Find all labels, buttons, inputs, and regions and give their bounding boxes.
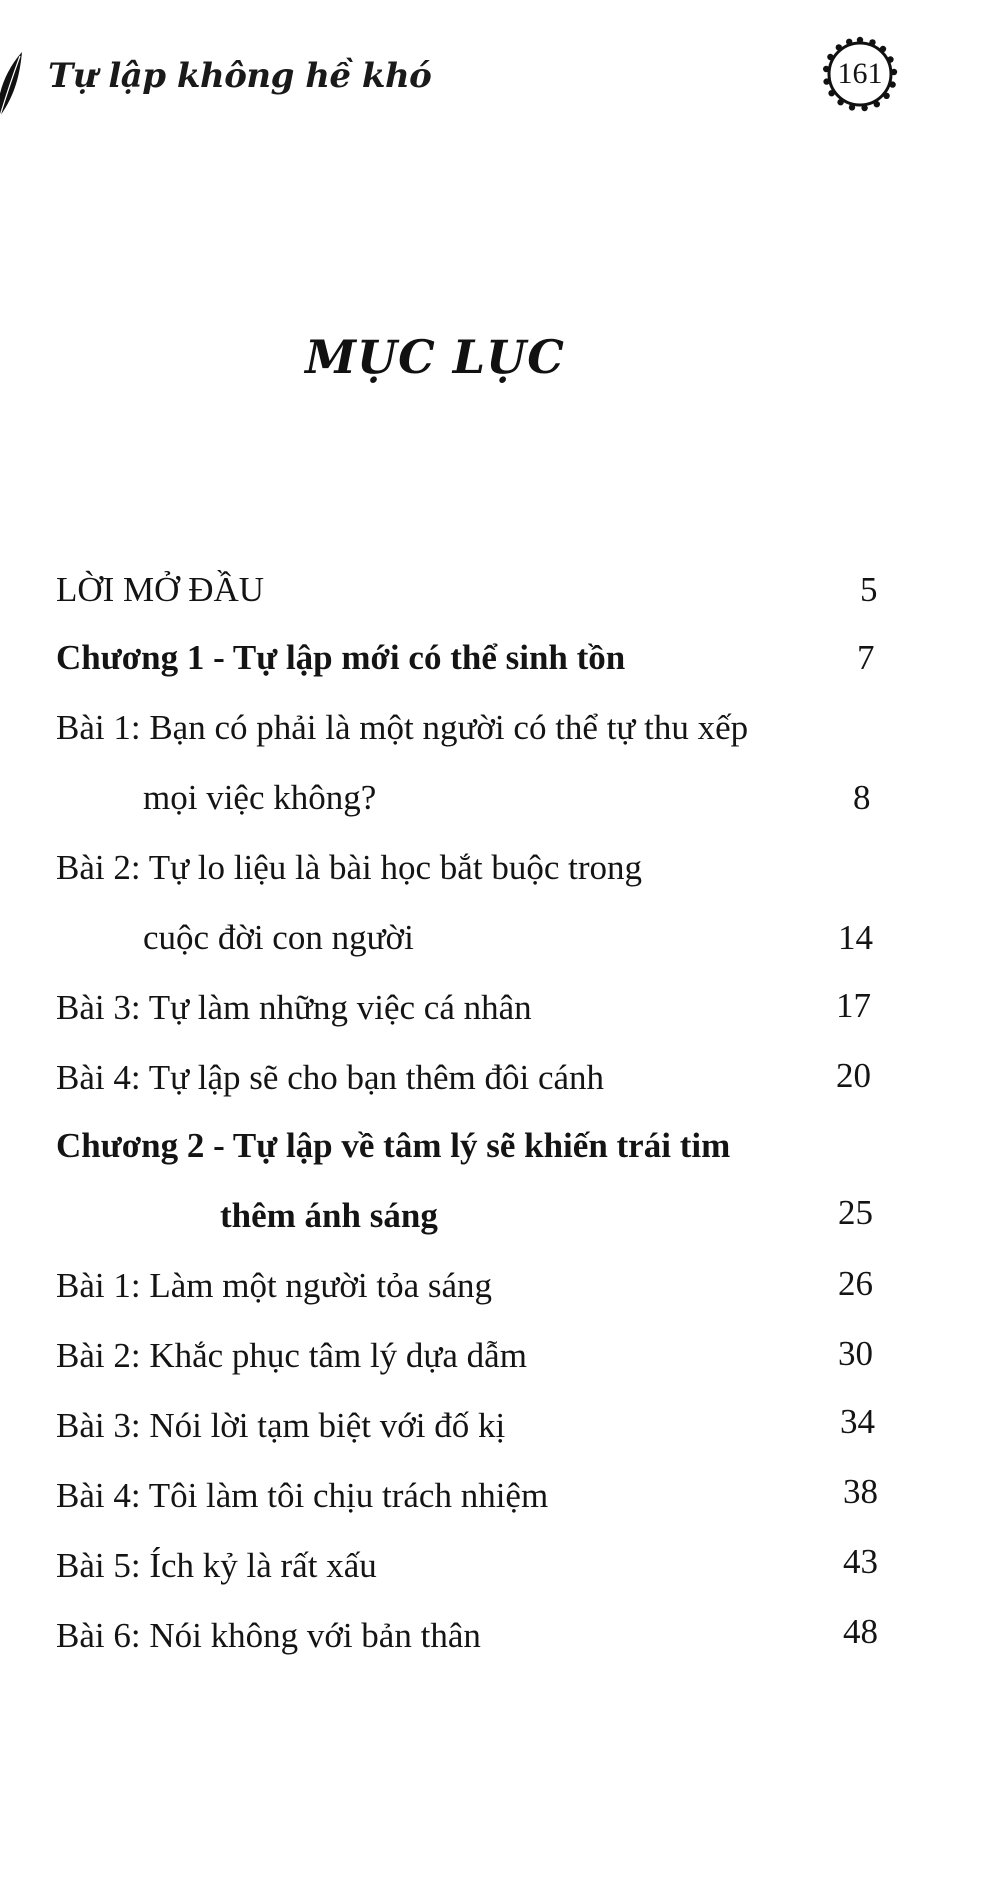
toc-chapter-2-line2: thêm ánh sáng	[220, 1196, 438, 1235]
toc-entry-c2-bai-1: Bài 1: Làm một người tỏa sáng	[56, 1266, 493, 1305]
toc-page-number: 7	[857, 638, 875, 677]
toc-page-number: 48	[843, 1612, 878, 1651]
toc-page-number: 5	[860, 570, 878, 609]
toc-page-number: 25	[838, 1193, 873, 1232]
page-title: MỤC LỤC	[305, 330, 565, 384]
page-badge	[820, 34, 900, 114]
toc-entry-c1-bai-2-line2: cuộc đời con người	[143, 918, 414, 957]
leaf-ornament-icon	[0, 50, 24, 120]
toc-page-number: 8	[853, 778, 871, 817]
toc-page-number: 38	[843, 1472, 878, 1511]
toc-entry-c1-bai-2-line1: Bài 2: Tự lo liệu là bài học bắt buộc trong	[56, 848, 642, 887]
toc-entry-c2-bai-3: Bài 3: Nói lời tạm biệt với đố kị	[56, 1406, 506, 1445]
toc-page-number: 34	[840, 1402, 875, 1441]
toc-page-number: 17	[836, 986, 871, 1025]
toc-page-number: 30	[838, 1334, 873, 1373]
toc-entry-c2-bai-5: Bài 5: Ích kỷ là rất xấu	[56, 1546, 377, 1585]
page-number: 161	[837, 57, 883, 90]
toc-entry-c2-bai-4: Bài 4: Tôi làm tôi chịu trách nhiệm	[56, 1476, 549, 1515]
toc-page-number: 43	[843, 1542, 878, 1581]
toc-entry-c2-bai-6: Bài 6: Nói không với bản thân	[56, 1616, 481, 1655]
toc-entry-c1-bai-4: Bài 4: Tự lập sẽ cho bạn thêm đôi cánh	[56, 1058, 605, 1097]
toc-chapter-2-line1: Chương 2 - Tự lập về tâm lý sẽ khiến trái tim	[56, 1126, 731, 1165]
toc-entry-c1-bai-3: Bài 3: Tự làm những việc cá nhân	[56, 988, 532, 1027]
toc-page-number: 26	[838, 1264, 873, 1303]
toc-chapter-1: Chương 1 - Tự lập mới có thể sinh tồn	[56, 638, 626, 677]
toc-entry-c1-bai-1-line1: Bài 1: Bạn có phải là một người có thể tự thu xếp	[56, 708, 749, 747]
running-title: Tự lập không hề khó	[48, 56, 432, 96]
toc-entry-c2-bai-2: Bài 2: Khắc phục tâm lý dựa dẫm	[56, 1336, 527, 1375]
toc-page-number: 14	[838, 918, 873, 957]
toc-entry-loi-mo-dau: LỜI MỞ ĐẦU	[56, 570, 265, 609]
toc-entry-c1-bai-1-line2: mọi việc không?	[143, 778, 377, 817]
toc-page-number: 20	[836, 1056, 871, 1095]
